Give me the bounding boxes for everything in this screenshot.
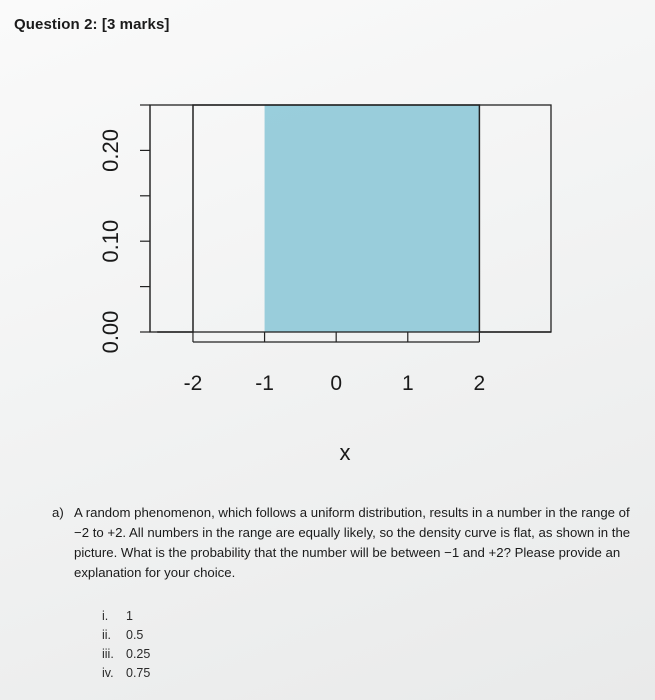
option-value: 1 (126, 609, 133, 623)
option-value: 0.5 (126, 628, 144, 642)
option-number: ii. (102, 628, 112, 642)
y-tick-label: 0.20 (98, 128, 123, 172)
x-tick-label: 2 (473, 372, 486, 395)
part-a-text: A random phenomenon, which follows a uniform distribution, results in a number in the range of −2 to +2. All numbers in the range are equally likely, so the density curve is flat, as shown in the picture. What is the probability that the number will be between −1 and +2? Please provide an explanation for your choice. (74, 505, 631, 580)
question-title: Question 2: [3 marks] (14, 16, 170, 33)
part-a-letter: a) (52, 505, 64, 520)
option-iii[interactable] (102, 645, 150, 664)
option-value: 0.75 (126, 666, 151, 680)
answer-options (102, 607, 150, 683)
option-number: iii. (102, 647, 114, 661)
option-ii[interactable] (102, 626, 150, 645)
x-tick-label: 1 (401, 372, 414, 395)
x-tick-label: -1 (255, 372, 274, 395)
x-tick-label: 0 (330, 372, 343, 395)
x-tick-label: -2 (183, 372, 203, 395)
x-axis-label: x (339, 440, 351, 465)
option-iv[interactable] (102, 664, 150, 683)
option-number: iv. (102, 666, 114, 680)
part-a (52, 503, 642, 583)
option-value: 0.25 (126, 647, 151, 661)
option-number: i. (102, 609, 109, 623)
shaded-probability-region (265, 105, 480, 332)
y-tick-label: 0.10 (98, 219, 123, 263)
y-tick-label: 0.00 (98, 310, 123, 354)
option-i[interactable] (102, 607, 150, 626)
